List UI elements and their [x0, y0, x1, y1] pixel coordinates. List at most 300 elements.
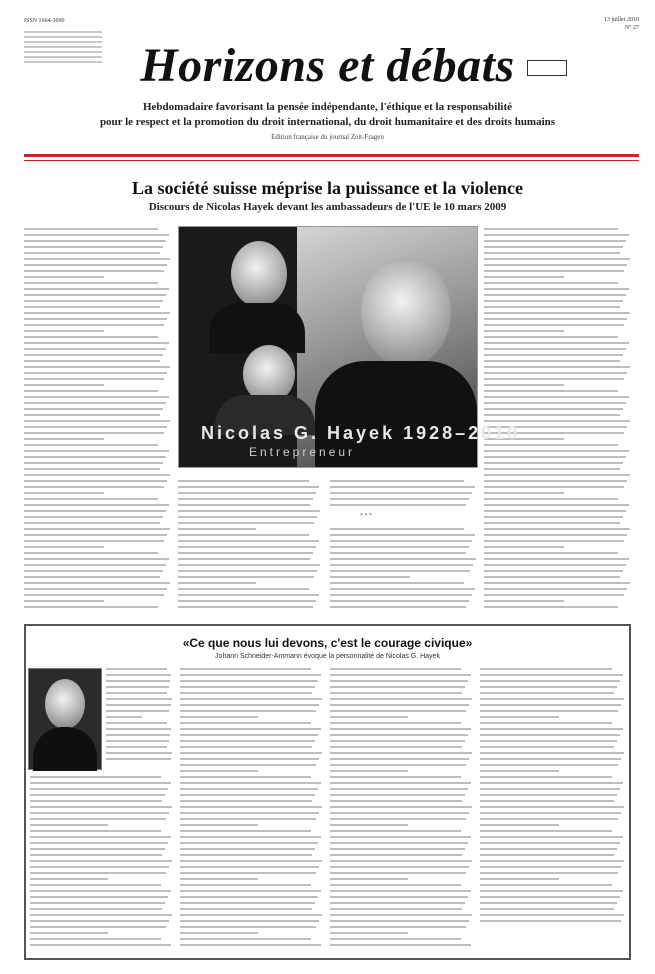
text-line: [24, 228, 158, 230]
text-line: [480, 890, 623, 892]
text-line: [330, 680, 468, 682]
text-line: [330, 776, 461, 778]
text-line: [180, 806, 322, 808]
text-line: [180, 728, 321, 730]
boxed-portrait-face: [45, 679, 85, 729]
portrait-suit-1: [209, 303, 305, 353]
text-line: [330, 722, 461, 724]
text-line: [24, 504, 169, 506]
portrait-face-1: [231, 241, 287, 307]
text-line: [180, 788, 318, 790]
date-text: 13 juillet 2010: [604, 17, 639, 23]
boxed-article-column-4: [480, 668, 624, 926]
text-line: [484, 504, 629, 506]
text-line: [24, 600, 104, 602]
text-line: [480, 770, 559, 772]
text-line: [480, 896, 620, 898]
text-line: [180, 938, 311, 940]
text-line: [24, 246, 163, 248]
text-line: [24, 276, 104, 278]
text-line: [24, 282, 158, 284]
text-line: [178, 534, 309, 536]
text-line: [330, 486, 475, 488]
text-line: [480, 758, 621, 760]
text-line: [330, 908, 462, 910]
text-line: [484, 348, 626, 350]
boxed-portrait-suit: [33, 727, 97, 771]
text-line: [180, 782, 321, 784]
text-line: [24, 516, 163, 518]
text-line: [180, 902, 315, 904]
portrait-face-3: [361, 257, 451, 367]
text-line: [480, 866, 621, 868]
text-line: [178, 498, 313, 500]
text-line: [24, 408, 163, 410]
text-line: [484, 384, 564, 386]
text-line: [484, 402, 626, 404]
text-line: [480, 818, 618, 820]
text-line: [330, 884, 461, 886]
boxed-article-subtitle: Johann Schneider-Ammann évoque la personnalité de Nicolas G. Hayek: [215, 653, 440, 660]
text-line: [24, 534, 167, 536]
text-line: [330, 668, 461, 670]
text-line: [484, 258, 630, 260]
text-line: [30, 848, 165, 850]
text-line: [330, 824, 408, 826]
text-line: [180, 674, 321, 676]
text-line: [180, 830, 311, 832]
text-line: [180, 812, 319, 814]
text-line: [484, 366, 630, 368]
issue-number: N° 27: [624, 25, 639, 31]
text-line: [24, 426, 167, 428]
text-line: [106, 698, 172, 700]
text-line: [330, 552, 466, 554]
article-photo: [178, 226, 521, 468]
text-line: [330, 534, 475, 536]
text-line: [106, 686, 169, 688]
text-line: [180, 920, 319, 922]
text-line: [484, 540, 624, 542]
text-line: [24, 594, 164, 596]
text-line: [24, 252, 160, 254]
text-line: [30, 872, 166, 874]
text-line: [24, 474, 170, 476]
text-line: [480, 704, 621, 706]
text-line: [480, 848, 617, 850]
text-line: [484, 306, 620, 308]
text-line: [480, 776, 612, 778]
text-line: [484, 282, 618, 284]
article-headline: La société suisse méprise la puissance et la violence: [132, 178, 523, 198]
text-line: [24, 450, 169, 452]
text-line: [180, 932, 258, 934]
masthead-rule: [24, 154, 639, 157]
issn: ISSN 1664-3690: [24, 18, 65, 24]
text-line: [178, 504, 310, 506]
text-line: [24, 324, 164, 326]
text-line: [24, 402, 166, 404]
text-line: [484, 288, 629, 290]
text-line: [30, 932, 108, 934]
text-line: [178, 480, 309, 482]
text-line: [24, 270, 164, 272]
text-line: [30, 944, 171, 946]
text-line: [180, 824, 258, 826]
text-line: [178, 576, 314, 578]
text-line: [24, 288, 169, 290]
text-line: [30, 776, 161, 778]
text-line: [480, 836, 623, 838]
text-line: [330, 782, 471, 784]
text-line: [178, 582, 256, 584]
text-line: [24, 438, 104, 440]
text-line: [484, 390, 618, 392]
text-line: [330, 770, 408, 772]
text-line: [106, 728, 171, 730]
text-line: [24, 420, 170, 422]
text-line: [180, 770, 258, 772]
text-line: [30, 902, 165, 904]
text-line: [330, 564, 473, 566]
text-line: [106, 716, 142, 718]
text-line: [330, 794, 465, 796]
text-line: [330, 594, 472, 596]
text-line: [30, 908, 162, 910]
text-line: [24, 480, 167, 482]
text-line: [24, 582, 170, 584]
text-line: [24, 432, 164, 434]
text-line: [180, 710, 316, 712]
text-line: [480, 824, 559, 826]
text-line: [480, 812, 621, 814]
tagline-line-1: Hebdomadaire favorisant la pensée indépendante, l'éthique et la responsabilité: [142, 101, 513, 113]
text-line: [180, 734, 318, 736]
text-line: [30, 812, 169, 814]
text-line: [330, 866, 469, 868]
text-line: [330, 498, 469, 500]
text-line: [180, 686, 315, 688]
text-line: [484, 450, 629, 452]
text-line: [106, 704, 171, 706]
text-line: [480, 764, 618, 766]
text-line: [330, 582, 464, 584]
text-line: [30, 866, 169, 868]
text-line: [330, 836, 471, 838]
text-line: [480, 740, 617, 742]
text-line: [330, 728, 471, 730]
text-line: [480, 800, 614, 802]
text-line: [24, 552, 158, 554]
text-line: [484, 564, 626, 566]
text-line: [480, 878, 559, 880]
text-line: [484, 606, 618, 608]
text-line: [24, 606, 158, 608]
text-line: [484, 264, 627, 266]
text-line: [24, 462, 163, 464]
text-line: [180, 884, 311, 886]
text-line: [480, 842, 620, 844]
text-line: [330, 872, 466, 874]
text-line: [30, 830, 161, 832]
text-line: [178, 486, 319, 488]
text-line: [24, 318, 167, 320]
text-line: [484, 342, 629, 344]
text-line: [24, 264, 167, 266]
text-line: [24, 546, 104, 548]
text-line: [330, 752, 472, 754]
text-line: [24, 522, 160, 524]
text-line: [330, 830, 461, 832]
text-line: [180, 698, 322, 700]
text-line: [180, 758, 319, 760]
text-line: [484, 318, 627, 320]
text-line: [330, 758, 469, 760]
newspaper-title: Horizons et débats: [140, 39, 515, 92]
text-line: [180, 668, 311, 670]
text-line: [480, 788, 620, 790]
text-line: [30, 794, 165, 796]
text-line: [178, 570, 317, 572]
text-line: [180, 878, 258, 880]
text-line: [484, 474, 630, 476]
text-line: [330, 570, 470, 572]
text-line: [480, 722, 612, 724]
text-line: [178, 606, 313, 608]
text-line: [178, 540, 319, 542]
text-line: [484, 444, 618, 446]
text-line: [30, 920, 169, 922]
text-line: [180, 818, 316, 820]
text-line: [178, 546, 316, 548]
text-line: [330, 746, 462, 748]
text-line: [480, 716, 559, 718]
boxed-article-title: «Ce que nous lui devons, c'est le courage civique»: [182, 636, 473, 650]
text-line: [180, 908, 312, 910]
text-line: [180, 944, 321, 946]
text-line: [24, 294, 166, 296]
text-line: [330, 504, 466, 506]
text-line: [180, 866, 319, 868]
text-line: [484, 270, 624, 272]
text-line: [484, 588, 627, 590]
text-line: [330, 528, 464, 530]
text-line: [480, 710, 618, 712]
text-line: [180, 692, 312, 694]
text-line: [180, 848, 315, 850]
text-line: [180, 776, 311, 778]
text-line: [480, 734, 620, 736]
text-line: [30, 884, 161, 886]
text-line: [178, 552, 313, 554]
text-line: [106, 734, 170, 736]
text-line: [178, 516, 317, 518]
text-line: [330, 546, 469, 548]
article-column-1: [24, 228, 170, 612]
text-line: [330, 890, 471, 892]
text-line: [178, 600, 316, 602]
text-line: [480, 746, 614, 748]
text-line: [180, 926, 316, 928]
text-line: [330, 854, 462, 856]
text-line: [24, 384, 104, 386]
text-line: [30, 788, 168, 790]
text-line: [24, 348, 166, 350]
text-line: [484, 468, 620, 470]
text-line: [330, 492, 472, 494]
text-line: [330, 588, 475, 590]
text-line: [106, 740, 169, 742]
text-line: [330, 914, 472, 916]
text-line: [24, 564, 166, 566]
text-line: [30, 806, 172, 808]
text-line: [484, 300, 623, 302]
photo-caption-name: Nicolas G. Hayek 1928–2010: [201, 423, 521, 443]
text-line: [30, 860, 172, 862]
text-line: [330, 764, 466, 766]
text-line: [484, 408, 623, 410]
text-line: [24, 498, 158, 500]
text-line: [480, 674, 623, 676]
text-line: [484, 516, 623, 518]
text-line: [330, 932, 408, 934]
text-line: [484, 360, 620, 362]
text-line: [180, 836, 321, 838]
text-line: [180, 800, 312, 802]
text-line: [480, 752, 624, 754]
text-line: [330, 920, 469, 922]
text-line: [484, 312, 630, 314]
text-line: [30, 914, 172, 916]
text-line: [180, 860, 322, 862]
text-line: [24, 456, 166, 458]
text-line: [24, 378, 164, 380]
text-line: [180, 842, 318, 844]
boxed-article-column-1a: [106, 668, 172, 768]
text-line: [484, 240, 626, 242]
text-line: [30, 800, 162, 802]
text-line: [30, 938, 161, 940]
text-line: [484, 462, 623, 464]
text-line: [24, 240, 166, 242]
text-line: [480, 854, 614, 856]
boxed-article-column-3: [330, 668, 472, 952]
boxed-article-portrait: [28, 668, 102, 770]
text-line: [484, 420, 630, 422]
text-line: [484, 414, 620, 416]
text-line: [330, 926, 466, 928]
text-line: [24, 588, 167, 590]
text-line: [480, 902, 617, 904]
text-line: [484, 372, 627, 374]
text-line: [480, 692, 614, 694]
article-column-3: [330, 480, 476, 510]
text-line: [24, 330, 104, 332]
text-line: [484, 456, 626, 458]
article-column-4: [484, 228, 630, 612]
text-line: [330, 716, 408, 718]
text-line: [24, 300, 163, 302]
text-line: [180, 740, 315, 742]
text-line: [480, 668, 612, 670]
text-line: [480, 884, 612, 886]
text-line: [330, 788, 468, 790]
text-line: [30, 842, 168, 844]
text-line: [106, 752, 172, 754]
section-separator: * * *: [360, 513, 372, 519]
text-line: [480, 806, 624, 808]
text-line: [24, 234, 169, 236]
text-line: [24, 306, 160, 308]
text-line: [178, 522, 314, 524]
text-line: [484, 246, 623, 248]
text-line: [24, 312, 170, 314]
text-line: [330, 860, 472, 862]
text-line: [484, 594, 624, 596]
text-line: [24, 558, 169, 560]
text-line: [480, 698, 624, 700]
text-line: [180, 914, 322, 916]
article-column-3b: [330, 528, 476, 612]
text-line: [180, 746, 312, 748]
text-line: [484, 228, 618, 230]
text-line: [30, 818, 166, 820]
text-line: [180, 896, 318, 898]
text-line: [484, 294, 626, 296]
text-line: [106, 692, 167, 694]
text-line: [484, 234, 629, 236]
boxed-article-column-2: [180, 668, 322, 952]
text-line: [484, 330, 564, 332]
text-line: [480, 920, 621, 922]
text-line: [484, 480, 627, 482]
text-line: [480, 782, 623, 784]
text-line: [484, 252, 620, 254]
text-line: [480, 908, 614, 910]
text-line: [484, 552, 618, 554]
text-line: [106, 758, 171, 760]
text-line: [480, 680, 620, 682]
text-line: [484, 276, 564, 278]
text-line: [178, 594, 319, 596]
text-line: [30, 782, 171, 784]
text-line: [30, 824, 108, 826]
text-line: [484, 378, 624, 380]
text-line: [24, 510, 166, 512]
text-line: [106, 710, 169, 712]
text-line: [180, 704, 319, 706]
article-subhead: Discours de Nicolas Hayek devant les ambassadeurs de l'UE le 10 mars 2009: [148, 201, 507, 213]
text-line: [484, 486, 624, 488]
text-line: [484, 396, 629, 398]
text-line: [24, 360, 160, 362]
text-line: [330, 800, 462, 802]
text-line: [330, 704, 469, 706]
text-line: [330, 600, 469, 602]
text-line: [330, 842, 468, 844]
text-line: [24, 528, 170, 530]
text-line: [480, 860, 624, 862]
text-line: [106, 674, 171, 676]
text-line: [330, 878, 408, 880]
text-line: [30, 836, 171, 838]
text-line: [480, 794, 617, 796]
text-line: [24, 342, 169, 344]
edition-note: Edition française du journal Zeit-Fragen: [271, 133, 384, 141]
text-line: [330, 674, 471, 676]
text-line: [330, 902, 465, 904]
text-line: [484, 498, 618, 500]
